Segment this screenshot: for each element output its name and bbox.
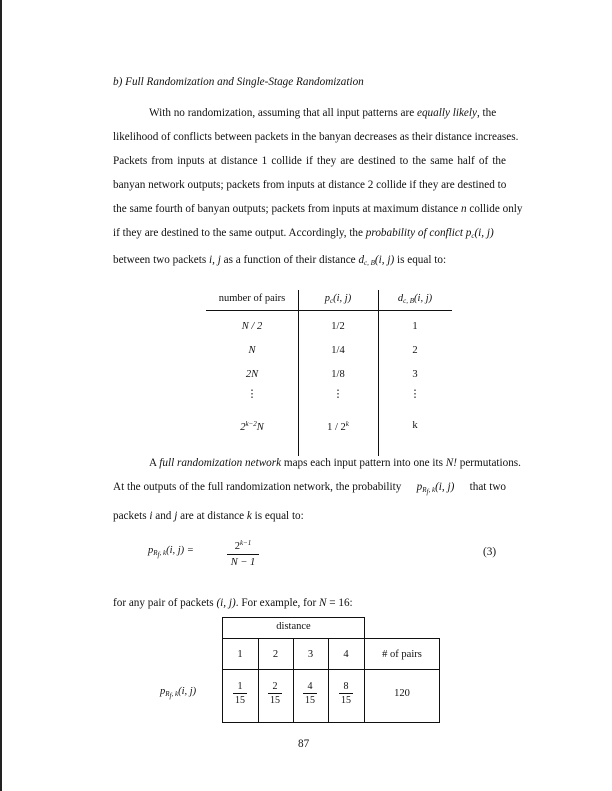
table2-value-3: 4 15 [305,681,315,706]
paragraph-1 [113,101,523,275]
para1-line2: likelihood of conflicts between packets in the banyan decreases as their distance increases. [113,131,519,143]
table1-header-rule [206,310,452,311]
table1-row3-dist: 3 [412,369,418,380]
table1-row2-prob: 1/4 [331,345,345,356]
table1-row5-pairs: $2^{k-2}N$ [240,420,264,433]
paragraph-3: for any pair of packets (i, j). For example, for N = 16: [113,597,353,609]
equation-fraction [227,536,259,570]
table1-row3-prob: 1/8 [331,369,345,380]
page-number: 87 [298,738,310,750]
table1-vdots-2: ⋮ [332,389,344,400]
para2-line2: At the outputs of the full randomization network, the probability $p_{R_f, k}(i$, j) that two [113,481,506,496]
para1-line5: the same fourth of banyan outputs; packets from inputs at maximum distance n collide only [113,203,523,215]
table2-col-3: 3 [307,649,314,660]
table1-row1-prob: 1/2 [331,321,345,332]
page-edge [0,0,2,791]
table2-pairs-label: # of pairs [382,649,422,660]
table1-row5-prob: 1 / 2$^k$ [327,420,349,433]
paragraph-2 [113,451,521,528]
table1-header-pairs: number of pairs [218,293,286,304]
table2-value-4: 8 15 [341,681,351,706]
table1-vdots-1: ⋮ [246,389,258,400]
table2-value-2: 2 15 [270,681,280,706]
table2-col-2: 2 [272,649,279,660]
equation-denominator: N − 1 [230,557,256,568]
table2-value-1: 1 15 [235,681,245,706]
equation-lhs: $p_{R_f, k}(i$, j) = [148,545,194,559]
table1-header-dcb: $d_{c, B}(i$, j) [397,293,433,305]
table1-row2-dist: 2 [412,345,418,356]
table2-row-label: $p_{R_f, k}(i$, j) [160,686,197,700]
section-heading: b) Full Randomization and Single-Stage Randomization [113,76,364,88]
table1-row1-dist: 1 [412,321,418,332]
para1-line1: With no randomization, assuming that all input patterns are equally likely, the [149,107,497,119]
table2-distance-label: distance [276,621,311,632]
equation-number: (3) [483,546,497,558]
table1-header-pc: $p_c(i$, j) [324,293,352,305]
para1-line3: Packets from inputs at distance 1 collide if they are destined to the same half of the [113,155,506,167]
para1-line4: banyan network outputs; packets from inputs at distance 2 collide if they are destined to [113,179,507,191]
table1-row3-pairs: 2N [245,369,259,380]
table1-row1-pairs: N / 2 [241,321,263,332]
para1-line7: between two packets i, j as a function of their distance $d_{c, B}(i$, j) is equal to: [113,254,447,267]
table2-pairs-value: 120 [394,688,410,699]
table2-col-1: 1 [237,649,243,660]
table2-vline-4 [364,617,365,723]
table1-row2-pairs: N [248,345,256,356]
table1-row5-dist: k [412,420,418,431]
para2-line1: A full randomization network maps each input pattern into one its N! permutations. [149,457,521,469]
equation-numerator: $2^{k-1}$ [227,536,259,555]
para2-line3: packets i and j are at distance k is equal to: [113,510,304,522]
para1-line6: if they are destined to the same output. Accordingly, the probability of conflict $p_c(i$, j) [113,227,494,240]
table1-vdots-3: ⋮ [409,389,421,400]
table2-col-4: 4 [343,649,349,660]
